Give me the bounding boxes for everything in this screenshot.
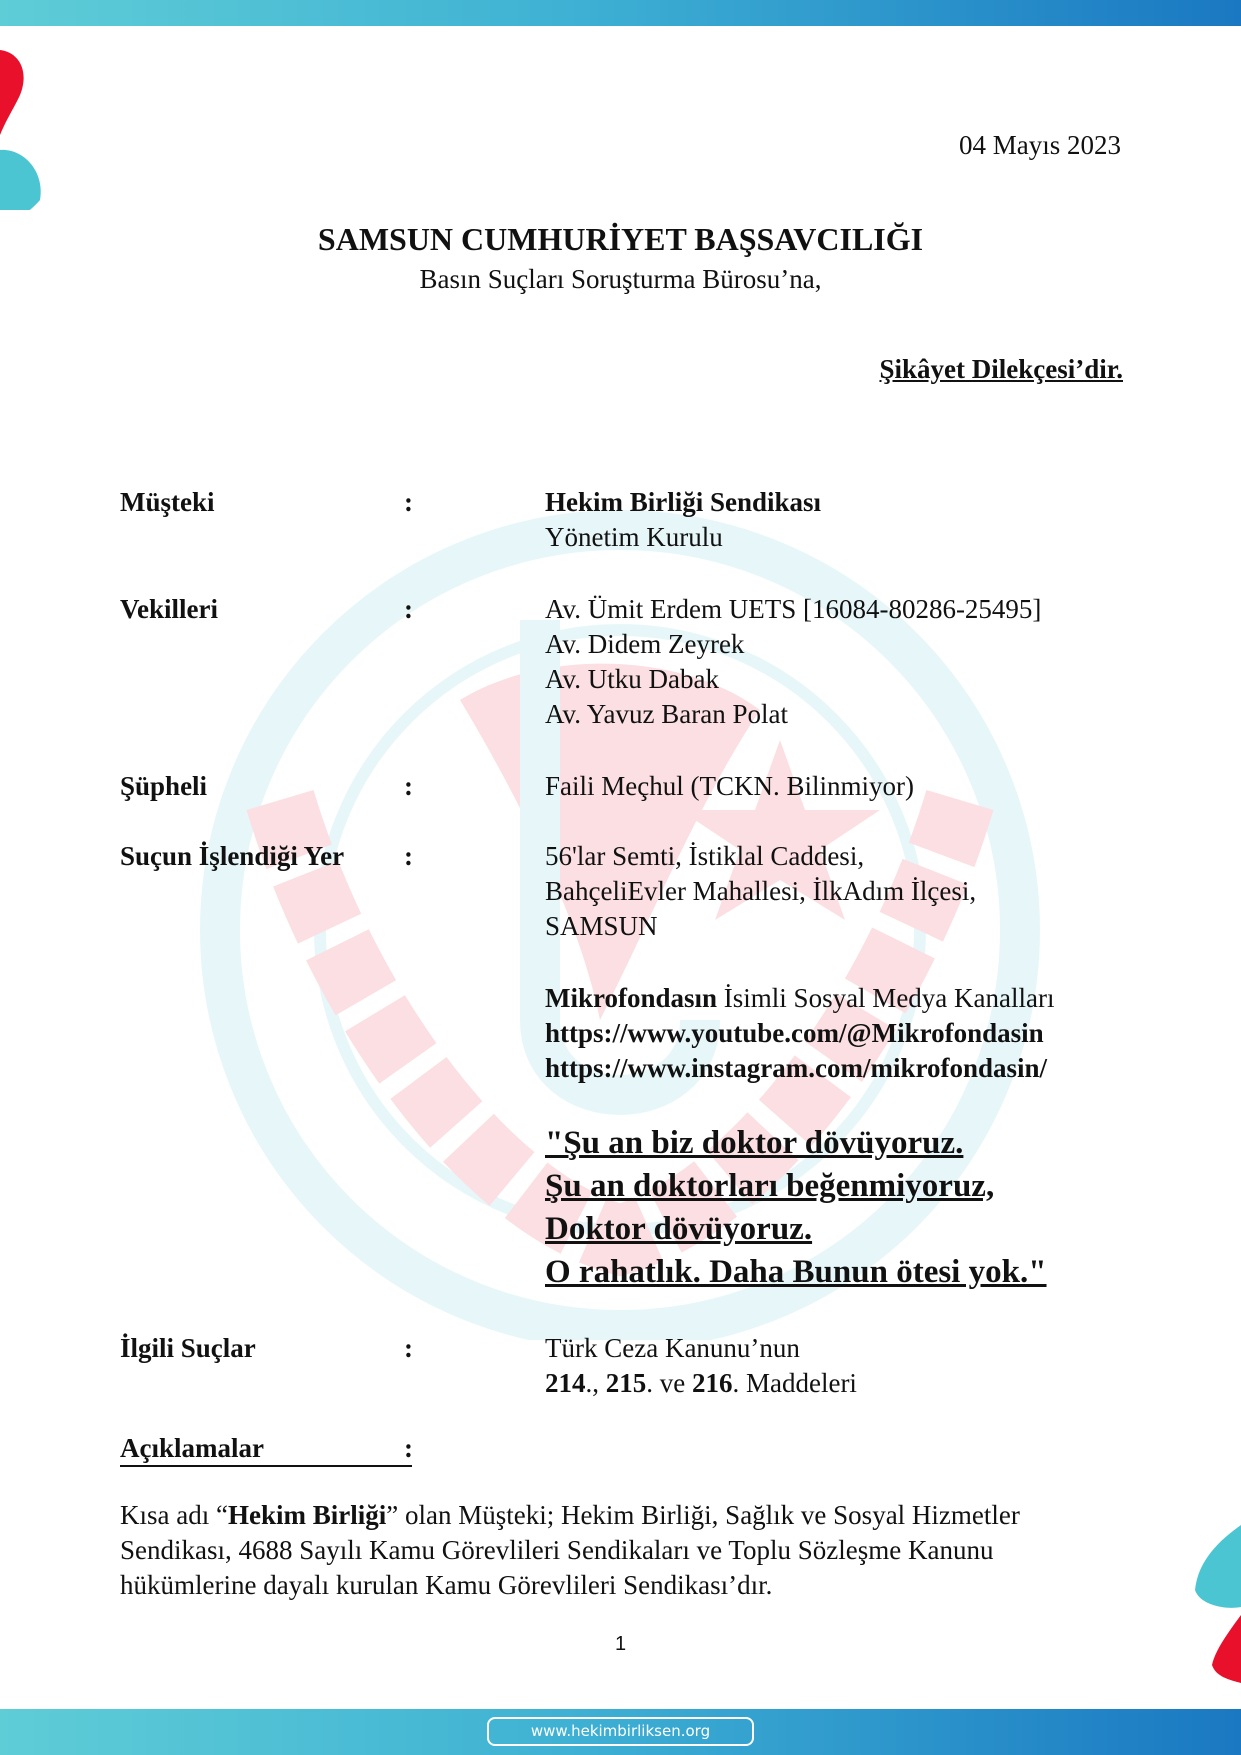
- youtube-link[interactable]: https://www.youtube.com/@Mikrofondasin: [545, 1018, 1044, 1048]
- article-number: 214: [545, 1368, 586, 1398]
- complainant-name: Hekim Birliği Sendikası: [545, 487, 822, 517]
- related-crimes-label: İlgili Suçlar: [120, 1333, 256, 1363]
- social-channels: [545, 981, 1054, 1016]
- crime-location-colon: :: [404, 841, 413, 871]
- complainant-colon: :: [404, 487, 413, 517]
- footer-url[interactable]: www.hekimbirliksen.org: [487, 1717, 754, 1746]
- related-crimes-law: Türk Ceza Kanunu’nun: [545, 1333, 800, 1363]
- paragraph-text: ” olan Müşteki; Hekim Birliği, Sağlık ve Sosyal Hizmetler Sendikası, 4688 Sayılı Kamu Görevlileri Sendikaları ve Toplu Sözleşme Kanunu hükümlerine dayalı kurulan Kamu Görevlileri Sendikası’dır.: [120, 1500, 1020, 1600]
- related-crimes-colon: :: [404, 1333, 413, 1363]
- petition-type: Şikâyet Dilekçesi’dir.: [879, 354, 1123, 384]
- page-number: 1: [614, 1633, 627, 1655]
- suspect-label: Şüpheli: [120, 771, 208, 801]
- article-separator: . ve: [646, 1368, 692, 1398]
- quote-line: O rahatlık. Daha Bunun ötesi yok.": [545, 1254, 1047, 1290]
- top-brand-bar: [0, 0, 1241, 26]
- suspect-value: Faili Meçhul (TCKN. Bilinmiyor): [545, 771, 914, 801]
- document-date: 04 Mayıs 2023: [959, 130, 1121, 160]
- corner-decoration-right-icon: [1190, 1515, 1241, 1685]
- quoted-statement: [545, 1122, 1047, 1294]
- article-number: 215: [605, 1368, 647, 1398]
- attorneys-label: Vekilleri: [120, 594, 218, 624]
- suspect-colon: :: [404, 771, 413, 801]
- channel-name: Mikrofondasın: [545, 983, 718, 1013]
- quote-line: "Şu an biz doktor dövüyoruz.: [545, 1125, 964, 1161]
- address-line: 56'lar Semti, İstiklal Caddesi,: [545, 841, 865, 871]
- explanations-colon: :: [404, 1433, 413, 1463]
- explanations-label: Açıklamalar: [120, 1433, 264, 1463]
- explanation-paragraph: [120, 1498, 1130, 1603]
- crime-location-label: Suçun İşlendiği Yer: [120, 841, 345, 871]
- explanations-underline: [120, 1465, 412, 1467]
- attorney-item: Av. Yavuz Baran Polat: [545, 699, 788, 729]
- quote-line: Şu an doktorları beğenmiyoruz,: [545, 1168, 995, 1204]
- article-separator: . Maddeleri: [732, 1368, 857, 1398]
- attorney-item: Av. Didem Zeyrek: [545, 629, 745, 659]
- related-crimes-articles: [545, 1366, 857, 1401]
- attorney-item: Av. Utku Dabak: [545, 664, 719, 694]
- attorney-item: Av. Ümit Erdem UETS [16084-80286-25495]: [545, 594, 1042, 624]
- paragraph-bold: Hekim Birliği: [227, 1500, 387, 1530]
- article-separator: .,: [585, 1368, 606, 1398]
- article-number: 216: [691, 1368, 733, 1398]
- channel-suffix: İsimli Sosyal Medya Kanalları: [717, 983, 1055, 1013]
- address-line: BahçeliEvler Mahallesi, İlkAdım İlçesi,: [545, 876, 977, 906]
- instagram-link[interactable]: https://www.instagram.com/mikrofondasin/: [545, 1053, 1048, 1083]
- corner-decoration-left-icon: [0, 40, 50, 210]
- complainant-unit: Yönetim Kurulu: [545, 522, 723, 552]
- attorneys-colon: :: [404, 594, 413, 624]
- address-line: SAMSUN: [545, 911, 658, 941]
- complainant-label: Müşteki: [120, 487, 215, 517]
- paragraph-text: Kısa adı “: [120, 1500, 228, 1530]
- recipient-subtitle: Basın Suçları Soruşturma Bürosu’na,: [419, 264, 822, 294]
- quote-line: Doktor dövüyoruz.: [545, 1211, 813, 1247]
- recipient-title: SAMSUN CUMHURİYET BAŞSAVCILIĞI: [317, 221, 924, 257]
